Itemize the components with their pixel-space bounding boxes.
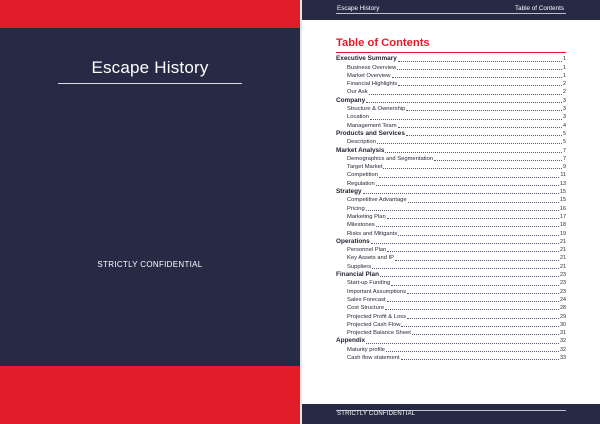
toc-dot-leader xyxy=(387,218,559,219)
toc-dot-leader xyxy=(366,210,559,211)
toc-page-number: 23 xyxy=(560,288,566,295)
toc-page-number: 21 xyxy=(560,238,566,245)
toc-page-number: 5 xyxy=(563,139,566,146)
toc-page-number: 33 xyxy=(560,354,566,361)
toc-page-number: 29 xyxy=(560,313,566,320)
toc-subsection-entry[interactable] xyxy=(336,179,566,187)
toc-subsection-entry[interactable] xyxy=(336,329,566,337)
toc-page-number: 18 xyxy=(560,222,566,229)
toc-entry-label: Projected Cash Flow xyxy=(347,321,401,328)
toc-subsection-entry[interactable] xyxy=(336,72,566,80)
toc-page-number: 16 xyxy=(560,205,566,212)
toc-dot-leader xyxy=(372,268,559,269)
toc-subsection-entry[interactable] xyxy=(336,213,566,221)
toc-entry-label: Business Overview xyxy=(347,64,397,71)
toc-page-number: 9 xyxy=(563,164,566,171)
toc-entry-label: Target Market xyxy=(347,164,383,171)
toc-page-number: 17 xyxy=(560,213,566,220)
toc-subsection-entry[interactable] xyxy=(336,246,566,254)
toc-dot-leader xyxy=(401,326,559,327)
toc-subsection-entry[interactable] xyxy=(336,63,566,71)
toc-dot-leader xyxy=(387,301,559,302)
toc-page-number: 1 xyxy=(563,72,566,79)
toc-dot-leader xyxy=(392,77,563,78)
toc-page-number: 23 xyxy=(560,272,566,279)
toc-subsection-entry[interactable] xyxy=(336,254,566,262)
toc-subsection-entry[interactable] xyxy=(336,321,566,329)
toc-page-number: 13 xyxy=(560,180,566,187)
toc-entry-label: Executive Summary xyxy=(336,55,397,63)
header-divider xyxy=(336,13,566,14)
toc-page-number: 31 xyxy=(560,330,566,337)
toc-page-number: 32 xyxy=(560,338,566,345)
toc-entry-label: Appendix xyxy=(336,337,366,345)
toc-dot-leader xyxy=(408,202,559,203)
cover-bottom-band xyxy=(0,366,300,424)
toc-entry-label: Maturity profile xyxy=(347,346,386,353)
toc-dot-leader xyxy=(376,226,559,227)
toc-page-number: 11 xyxy=(560,172,566,179)
toc-entry-label: Cash flow statement xyxy=(347,354,400,361)
toc-entry-label: Marketing Plan xyxy=(347,213,386,220)
toc-page-number: 2 xyxy=(563,89,566,96)
toc-entry-label: Competition xyxy=(347,172,378,179)
toc-subsection-entry[interactable] xyxy=(336,196,566,204)
toc-dot-leader xyxy=(398,85,562,86)
toc-dot-leader xyxy=(391,285,559,286)
cover-top-band xyxy=(0,0,300,28)
toc-entry-label: Demographics and Segmentation xyxy=(347,155,434,162)
toc-section-entry[interactable] xyxy=(336,188,566,196)
toc-section-entry[interactable] xyxy=(336,238,566,246)
toc-entry-label: Operations xyxy=(336,237,370,245)
toc-subsection-entry[interactable] xyxy=(336,171,566,179)
toc-entry-label: Financial Highlights xyxy=(347,81,398,88)
header-section-title: Table of Contents xyxy=(514,5,564,12)
toc-subsection-entry[interactable] xyxy=(336,312,566,320)
toc-dot-leader xyxy=(387,251,559,252)
toc-page-number: 15 xyxy=(560,197,566,204)
toc-dot-leader xyxy=(407,318,559,319)
toc-dot-leader xyxy=(363,193,559,194)
toc-section-entry[interactable] xyxy=(336,130,566,138)
toc-dot-leader xyxy=(380,276,559,277)
toc-dot-leader xyxy=(398,127,562,128)
toc-subsection-entry[interactable] xyxy=(336,105,566,113)
toc-entry-label: Our Ask xyxy=(347,89,368,96)
toc-heading: Table of Contents xyxy=(336,37,430,49)
toc-dot-leader xyxy=(366,102,562,103)
toc-page-number: 28 xyxy=(560,305,566,312)
toc-dot-leader xyxy=(406,110,562,111)
toc-dot-leader xyxy=(398,61,562,62)
toc-dot-leader xyxy=(398,235,559,236)
cover-confidential-label: STRICTLY CONFIDENTIAL xyxy=(97,260,203,269)
toc-subsection-entry[interactable] xyxy=(336,80,566,88)
footer-confidential-label: STRICTLY CONFIDENTIAL xyxy=(337,411,416,417)
toc-entry-label: Products and Services xyxy=(336,129,405,137)
toc-page-number: 32 xyxy=(560,346,566,353)
header-document-title: Escape History xyxy=(337,5,380,12)
toc-entry-label: Cost Structure xyxy=(347,305,385,312)
toc-dot-leader xyxy=(406,135,562,136)
toc-page-number: 24 xyxy=(560,296,566,303)
toc-section-entry[interactable] xyxy=(336,271,566,279)
page-footer xyxy=(302,404,600,424)
toc-subsection-entry[interactable] xyxy=(336,354,566,362)
toc-subsection-entry[interactable] xyxy=(336,163,566,171)
toc-entry-label: Structure & Ownership xyxy=(347,106,406,113)
toc-subsection-entry[interactable] xyxy=(336,287,566,295)
toc-subsection-entry[interactable] xyxy=(336,113,566,121)
toc-entry-label: Projected Profit & Loss xyxy=(347,313,406,320)
toc-entry-label: Location xyxy=(347,114,369,121)
toc-page-number: 3 xyxy=(563,106,566,113)
toc-entry-label: Management Team xyxy=(347,122,397,129)
toc-subsection-entry[interactable] xyxy=(336,221,566,229)
toc-page-number: 4 xyxy=(563,122,566,129)
toc-subsection-entry[interactable] xyxy=(336,262,566,270)
toc-page-number: 21 xyxy=(560,247,566,254)
toc-page-number: 2 xyxy=(563,81,566,88)
toc-dot-leader xyxy=(371,243,559,244)
toc-page xyxy=(302,0,600,424)
toc-entry-label: Start-up Funding xyxy=(347,280,391,287)
toc-dot-leader xyxy=(434,160,562,161)
toc-heading-underline xyxy=(336,52,566,53)
toc-entry-label: Sales Forecast xyxy=(347,296,386,303)
toc-section-entry[interactable] xyxy=(336,146,566,154)
toc-section-entry[interactable] xyxy=(336,55,566,63)
toc-entry-label: Financial Plan xyxy=(336,271,379,279)
page-header xyxy=(302,0,600,20)
toc-subsection-entry[interactable] xyxy=(336,121,566,129)
toc-entry-label: Regulation xyxy=(347,180,375,187)
toc-page-number: 1 xyxy=(563,64,566,71)
toc-subsection-entry[interactable] xyxy=(336,229,566,237)
toc-subsection-entry[interactable] xyxy=(336,345,566,353)
toc-subsection-entry[interactable] xyxy=(336,138,566,146)
toc-entry-label: Market Analysis xyxy=(336,146,385,154)
toc-dot-leader xyxy=(376,185,559,186)
toc-entry-label: Projected Balance Sheet xyxy=(347,330,411,337)
toc-entry-label: Company xyxy=(336,96,366,104)
toc-page-number: 1 xyxy=(563,56,566,63)
toc-entry-label: Key Assets and IP xyxy=(347,255,395,262)
toc-page-number: 30 xyxy=(560,321,566,328)
toc-entry-label: Personnel Plan xyxy=(347,247,387,254)
toc-entry-label: Milestones xyxy=(347,222,375,229)
toc-page-number: 15 xyxy=(560,189,566,196)
toc-page-number: 19 xyxy=(560,230,566,237)
toc-entry-label: Description xyxy=(347,139,376,146)
cover-title-divider xyxy=(58,83,242,84)
toc-subsection-entry[interactable] xyxy=(336,296,566,304)
toc-entry-label: Market Overview xyxy=(347,72,391,79)
toc-entry-label: Suppliers xyxy=(347,263,372,270)
toc-entry-label: Competitive Advantage xyxy=(347,197,407,204)
toc-dot-leader xyxy=(383,168,562,169)
toc-dot-leader xyxy=(385,152,562,153)
toc-dot-leader xyxy=(397,69,562,70)
toc-dot-leader xyxy=(401,359,559,360)
toc-section-entry[interactable] xyxy=(336,337,566,345)
toc-entry-label: Pricing xyxy=(347,205,365,212)
toc-page-number: 21 xyxy=(560,255,566,262)
toc-subsection-entry[interactable] xyxy=(336,155,566,163)
toc-subsection-entry[interactable] xyxy=(336,304,566,312)
toc-page-number: 5 xyxy=(563,130,566,137)
toc-dot-leader xyxy=(395,260,559,261)
toc-page-number: 7 xyxy=(563,155,566,162)
toc-entry-label: Important Assumptions xyxy=(347,288,406,295)
toc-page-number: 3 xyxy=(563,114,566,121)
toc-subsection-entry[interactable] xyxy=(336,279,566,287)
toc-subsection-entry[interactable] xyxy=(336,88,566,96)
toc-dot-leader xyxy=(370,119,562,120)
toc-dot-leader xyxy=(412,334,559,335)
toc-page-number: 3 xyxy=(563,97,566,104)
toc-dot-leader xyxy=(377,143,562,144)
toc-dot-leader xyxy=(369,94,562,95)
toc-page-number: 21 xyxy=(560,263,566,270)
toc-list xyxy=(336,55,566,362)
toc-dot-leader xyxy=(386,351,559,352)
toc-dot-leader xyxy=(366,343,559,344)
toc-dot-leader xyxy=(407,293,559,294)
toc-page-number: 7 xyxy=(563,147,566,154)
cover-title: Escape History xyxy=(91,58,209,77)
toc-page-number: 23 xyxy=(560,280,566,287)
toc-entry-label: Risks and Mitigants xyxy=(347,230,398,237)
toc-entry-label: Strategy xyxy=(336,188,362,196)
toc-dot-leader xyxy=(379,177,559,178)
toc-section-entry[interactable] xyxy=(336,96,566,104)
toc-dot-leader xyxy=(385,309,559,310)
toc-subsection-entry[interactable] xyxy=(336,204,566,212)
